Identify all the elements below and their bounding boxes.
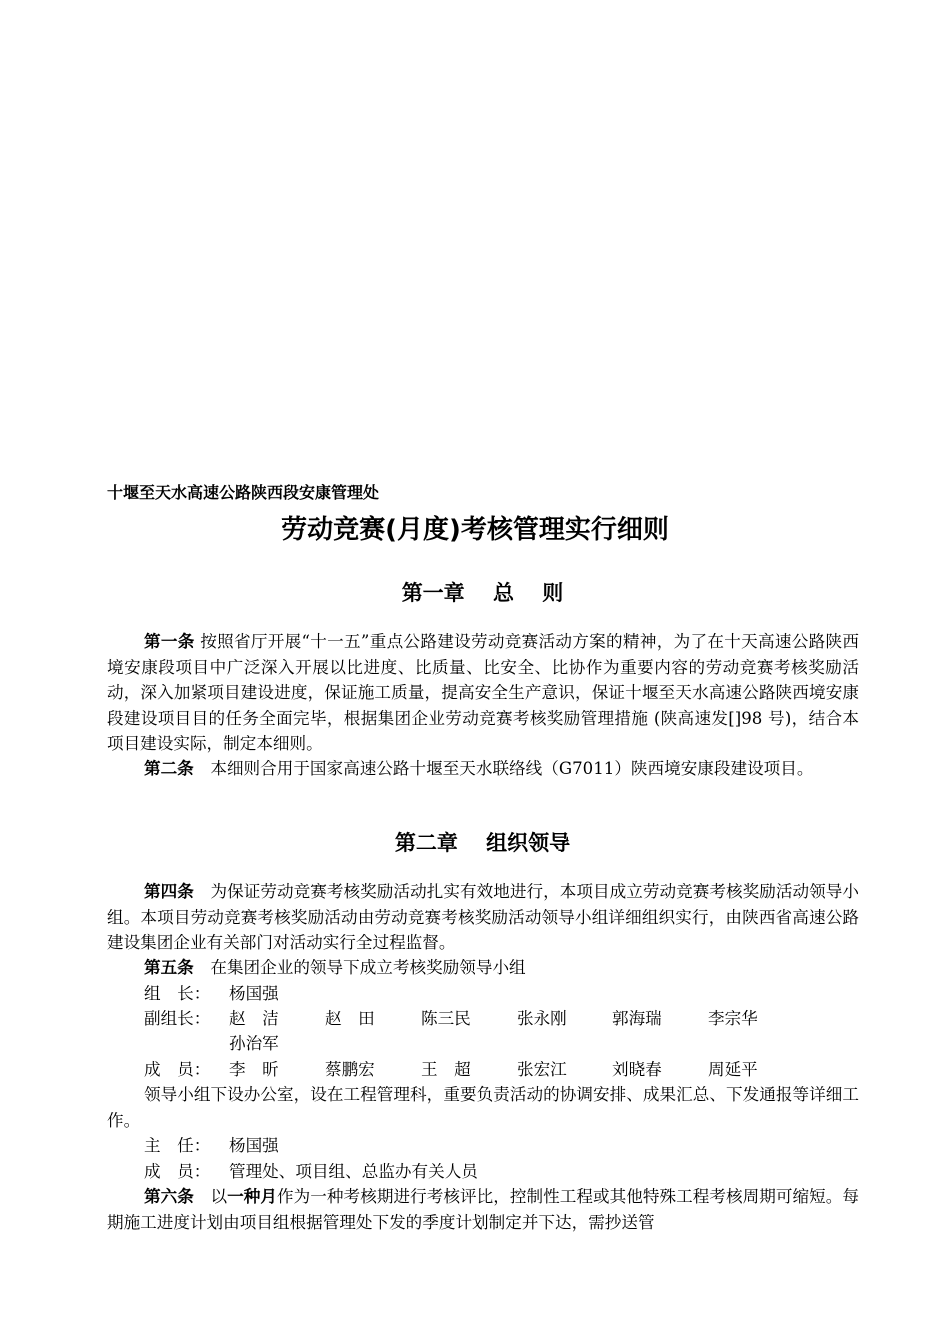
office-members: 管理处、项目组、总监办有关人员 [229,1162,478,1181]
deputy-name: 陈三民 [421,1009,471,1028]
member-name: 张宏江 [517,1060,567,1079]
deputy-label: 副组长： [144,1009,211,1028]
member-name: 周延平 [708,1060,758,1079]
chapter-2-heading: 第二章 组织领导 [394,831,571,855]
member-name: 李 昕 [229,1060,279,1079]
article-5-label: 第五条 [144,957,194,977]
deputy-name: 孙治军 [229,1034,279,1053]
office-description: 领导小组下设办公室，设在工程管理科，重要负责活动的协调安排、成果汇总、下发通报等详细工作。 [107,1085,859,1130]
article-2-text: 本细则合用于国家高速公路十堰至天水联络线（G7011）陕西境安康段建设项目。 [193,759,814,778]
member-name: 蔡鹏宏 [325,1060,375,1079]
chapter-1-heading: 第一章 总 则 [401,581,564,605]
deputy-name: 赵 洁 [229,1009,279,1028]
deputy-name: 郭海瑞 [612,1009,662,1028]
member-label: 成 员： [144,1060,211,1079]
article-5-text: 在集团企业的领导下成立考核奖励领导小组 [193,958,526,977]
article-1-label: 第一条 [144,631,195,651]
article-1 [107,629,859,757]
document-title: 劳动竞赛(月度)考核管理实行细则 [281,515,669,545]
article-6-text: 作为一种考核期进行考核评比，控制性工程或其他特殊工程考核周期可缩短。每期施工进度计划由项目组根据管理处下发的季度计划制定并下达，需抄送管 [107,1187,860,1232]
article-4-text: 为保证劳动竞赛考核奖励活动扎实有效地进行，本项目成立劳动竞赛考核奖励活动领导小组。本项目劳动竞赛考核奖励活动由劳动竞赛考核奖励活动领导小组详细组织实行，由陕西省高速公路建设集团企业有关部门对活动实行全过程监督。 [107,882,860,952]
director-label: 主 任： [144,1136,211,1155]
deputy-name: 张永刚 [517,1009,567,1028]
leader-name: 杨国强 [229,984,279,1003]
deputy-name: 赵 田 [325,1009,375,1028]
article-4-label: 第四条 [144,881,194,901]
article-6-label: 第六条 [144,1186,194,1206]
article-1-text: 按照省厅开展“十一五”重点公路建设劳动竞赛活动方案的精神，为了在十天高速公路陕西境安康段项目中广泛深入开展以比进度、比质量、比安全、比协作为重要内容的劳动竞赛考核奖励活动，深入加紧项目建设进度，保证施工质量，提高安全生产意识，保证十堰至天水高速公路陕西境安康段建设项目目的任务全面完毕，根据集团企业劳动竞赛考核奖励管理措施 (陕高速发[]98 号)，结合本项目建设实际，制定本细则。 [107,632,859,753]
director-name: 杨国强 [229,1136,279,1155]
leader-label: 组 长： [144,984,211,1003]
article-2 [107,756,859,782]
deputy-name: 李宗华 [708,1009,758,1028]
article-6-period: 一种月 [227,1186,278,1206]
article-5 [144,955,526,981]
article-4 [107,879,859,956]
member-name: 刘晓春 [612,1060,662,1079]
article-2-label: 第二条 [144,758,194,778]
organization-name: 十堰至天水高速公路陕西段安康管理处 [107,483,380,502]
article-6-pre: 以 [193,1187,228,1206]
member-name: 王 超 [421,1060,471,1079]
article-6 [107,1184,859,1235]
office-member-label: 成 员： [144,1162,211,1181]
